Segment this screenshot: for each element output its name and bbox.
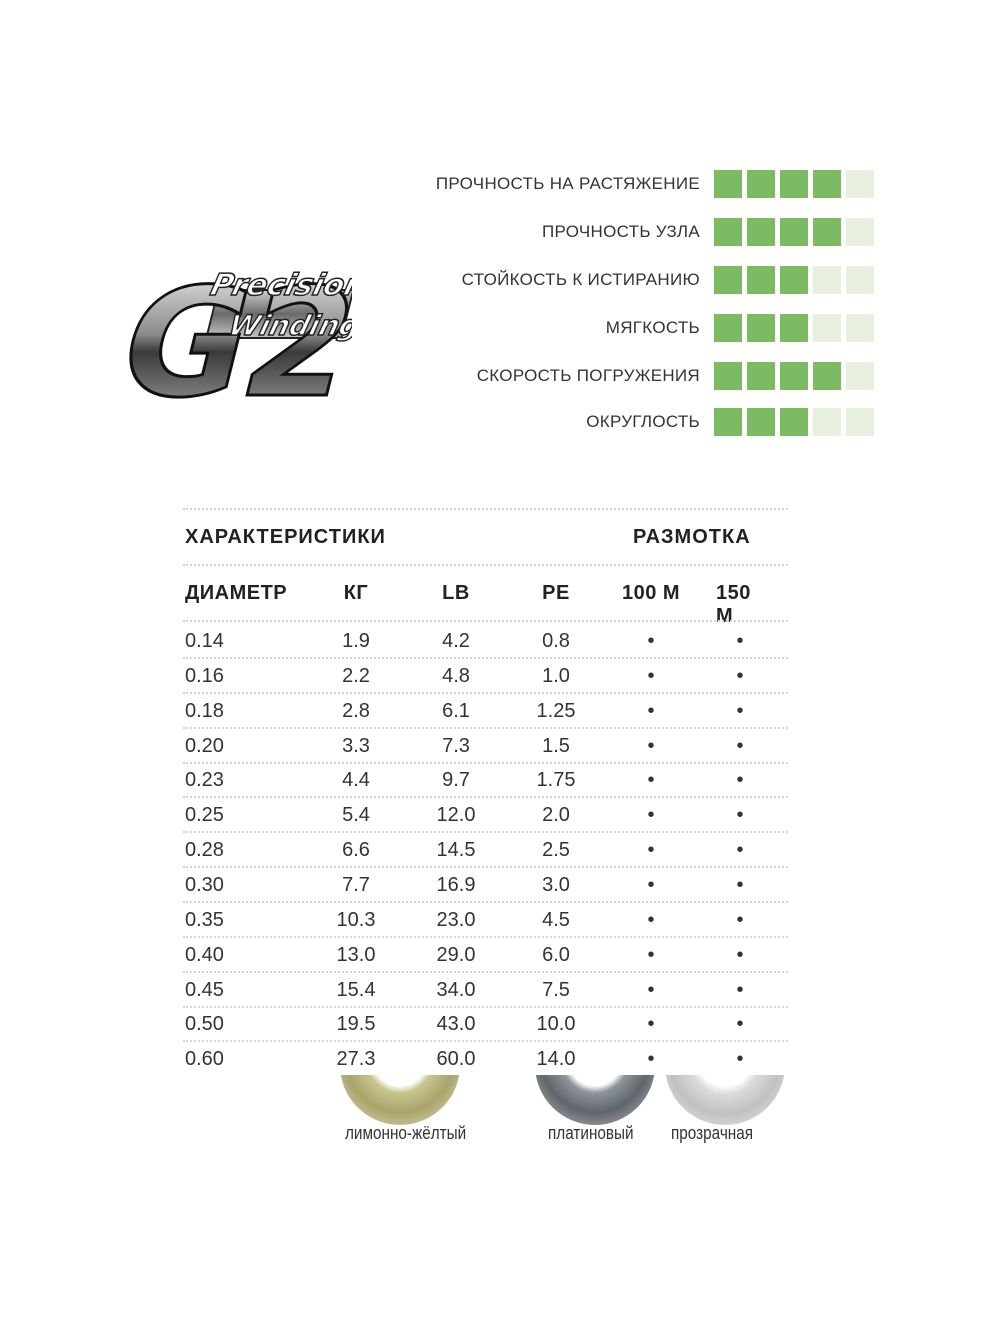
cell-lb: 9.7 [442, 769, 470, 791]
cell-m100: • [647, 665, 655, 687]
divider [183, 508, 788, 510]
cell-m150: • [736, 944, 744, 966]
cell-m100: • [647, 1013, 655, 1035]
cell-diameter: 0.60 [185, 1048, 224, 1070]
cell-m150: • [736, 630, 744, 652]
cell-m100: • [647, 979, 655, 1001]
cell-lb: 60.0 [436, 1048, 476, 1070]
col-header-100m: 100 M [621, 582, 681, 604]
divider [183, 564, 788, 566]
table-title-specs: ХАРАКТЕРИСТИКИ [185, 526, 386, 548]
rating-square-filled [780, 314, 808, 342]
divider [183, 657, 788, 659]
rating-label: ОКРУГЛОСТЬ [586, 412, 700, 431]
cell-m100: • [647, 804, 655, 826]
cell-kg: 13.0 [336, 944, 376, 966]
divider [183, 1006, 788, 1008]
cell-diameter: 0.14 [185, 630, 224, 652]
divider [183, 866, 788, 868]
logo-line2: Winding [225, 309, 352, 342]
cell-pe: 6.0 [542, 944, 570, 966]
cell-diameter: 0.28 [185, 839, 224, 861]
col-header-diameter: ДИАМЕТР [185, 582, 288, 604]
cell-m100: • [647, 769, 655, 791]
cell-m100: • [647, 909, 655, 931]
rating-label: ПРОЧНОСТЬ НА РАСТЯЖЕНИЕ [435, 174, 700, 193]
cell-kg: 4.4 [342, 769, 370, 791]
swatch-lemon [335, 1075, 465, 1125]
rating-square-filled [813, 362, 841, 390]
rating-label: СКОРОСТЬ ПОГРУЖЕНИЯ [476, 366, 700, 385]
swatch-label-lemon: лимонно-жёлтый [345, 1123, 467, 1143]
cell-lb: 29.0 [436, 944, 476, 966]
rating-row [300, 312, 890, 344]
col-header-150m: 150 M [716, 582, 751, 627]
swatch-clear [660, 1075, 790, 1125]
rating-row [300, 216, 890, 248]
cell-kg: 3.3 [342, 735, 370, 757]
cell-m150: • [736, 1013, 744, 1035]
rating-square-filled [813, 170, 841, 198]
cell-pe: 10.0 [536, 1013, 576, 1035]
cell-diameter: 0.35 [185, 909, 224, 931]
cell-diameter: 0.16 [185, 665, 224, 687]
cell-pe: 4.5 [542, 909, 570, 931]
rating-square-filled [747, 314, 775, 342]
cell-lb: 43.0 [436, 1013, 476, 1035]
swatch-platinum [530, 1075, 660, 1125]
cell-m150: • [736, 700, 744, 722]
rating-square-filled [714, 314, 742, 342]
cell-kg: 7.7 [342, 874, 370, 896]
cell-lb: 16.9 [436, 874, 476, 896]
rating-row [300, 264, 890, 296]
cell-lb: 4.8 [442, 665, 470, 687]
cell-diameter: 0.30 [185, 874, 224, 896]
cell-m150: • [736, 839, 744, 861]
cell-diameter: 0.20 [185, 735, 224, 757]
cell-pe: 0.8 [542, 630, 570, 652]
cell-diameter: 0.23 [185, 769, 224, 791]
cell-m150: • [736, 665, 744, 687]
rating-label: МЯГКОСТЬ [605, 318, 700, 337]
rating-square-filled [747, 218, 775, 246]
swatch-label-platinum: платиновый [548, 1123, 634, 1143]
swatch-label-clear: прозрачная [671, 1123, 754, 1143]
cell-diameter: 0.25 [185, 804, 224, 826]
cell-lb: 23.0 [436, 909, 476, 931]
cell-lb: 7.3 [442, 735, 470, 757]
cell-m100: • [647, 839, 655, 861]
rating-row [300, 360, 890, 392]
cell-kg: 27.3 [336, 1048, 376, 1070]
divider [183, 1040, 788, 1042]
cell-m150: • [736, 909, 744, 931]
cell-diameter: 0.40 [185, 944, 224, 966]
cell-kg: 2.2 [342, 665, 370, 687]
rating-square-filled [714, 218, 742, 246]
rating-square-filled [813, 218, 841, 246]
cell-pe: 7.5 [542, 979, 570, 1001]
cell-pe: 14.0 [536, 1048, 576, 1070]
cell-diameter: 0.45 [185, 979, 224, 1001]
divider [183, 727, 788, 729]
rating-square-filled [780, 170, 808, 198]
rating-label: СТОЙКОСТЬ К ИСТИРАНИЮ [461, 270, 700, 289]
cell-m100: • [647, 944, 655, 966]
swatch-platinum-disc [535, 1075, 655, 1125]
divider [183, 936, 788, 938]
cell-pe: 2.0 [542, 804, 570, 826]
cell-kg: 6.6 [342, 839, 370, 861]
cell-pe: 1.5 [542, 735, 570, 757]
logo-mark: G2 [112, 256, 352, 405]
cell-m150: • [736, 804, 744, 826]
rating-square-empty [846, 314, 874, 342]
divider [183, 692, 788, 694]
col-header-kg: КГ [343, 582, 369, 604]
cell-m150: • [736, 874, 744, 896]
rating-label: ПРОЧНОСТЬ УЗЛА [541, 222, 700, 241]
rating-square-empty [846, 408, 874, 436]
cell-lb: 4.2 [442, 630, 470, 652]
rating-square-filled [714, 266, 742, 294]
rating-square-empty [846, 218, 874, 246]
divider [183, 831, 788, 833]
cell-m100: • [647, 735, 655, 757]
divider [183, 901, 788, 903]
cell-pe: 2.5 [542, 839, 570, 861]
rating-square-empty [813, 314, 841, 342]
rating-square-empty [846, 170, 874, 198]
rating-square-empty [813, 408, 841, 436]
color-swatches [330, 1075, 800, 1155]
cell-pe: 1.0 [542, 665, 570, 687]
divider [183, 762, 788, 764]
rating-square-empty [846, 266, 874, 294]
cell-m150: • [736, 735, 744, 757]
rating-square-filled [780, 218, 808, 246]
cell-m150: • [736, 1048, 744, 1070]
rating-square-filled [747, 408, 775, 436]
cell-kg: 10.3 [336, 909, 376, 931]
rating-square-filled [780, 408, 808, 436]
cell-m100: • [647, 630, 655, 652]
cell-lb: 14.5 [436, 839, 476, 861]
col-header-pe: PE [542, 582, 570, 604]
cell-lb: 34.0 [436, 979, 476, 1001]
rating-square-filled [714, 170, 742, 198]
cell-kg: 1.9 [342, 630, 370, 652]
swatch-lemon-disc [340, 1075, 460, 1125]
rating-square-filled [780, 266, 808, 294]
rating-square-filled [747, 170, 775, 198]
cell-kg: 15.4 [336, 979, 376, 1001]
table-title-spool: РАЗМОТКА [633, 526, 751, 548]
divider [183, 796, 788, 798]
rating-square-filled [714, 362, 742, 390]
rating-square-filled [747, 266, 775, 294]
rating-square-empty [846, 362, 874, 390]
divider [183, 620, 788, 622]
cell-lb: 12.0 [436, 804, 476, 826]
cell-diameter: 0.18 [185, 700, 224, 722]
rating-square-empty [813, 266, 841, 294]
logo-line1: Precision [207, 268, 352, 303]
col-header-lb: LB [442, 582, 470, 604]
cell-pe: 1.75 [536, 769, 576, 791]
rating-row [300, 406, 890, 438]
cell-m150: • [736, 769, 744, 791]
cell-m100: • [647, 700, 655, 722]
cell-m100: • [647, 1048, 655, 1070]
rating-square-filled [780, 362, 808, 390]
cell-diameter: 0.50 [185, 1013, 224, 1035]
rating-square-filled [714, 408, 742, 436]
cell-pe: 1.25 [536, 700, 576, 722]
cell-m150: • [736, 979, 744, 1001]
rating-square-filled [747, 362, 775, 390]
divider [183, 971, 788, 973]
rating-row [300, 168, 890, 200]
swatch-clear-disc [665, 1075, 785, 1125]
cell-lb: 6.1 [442, 700, 470, 722]
cell-kg: 5.4 [342, 804, 370, 826]
cell-kg: 19.5 [336, 1013, 376, 1035]
cell-kg: 2.8 [342, 700, 370, 722]
cell-pe: 3.0 [542, 874, 570, 896]
cell-m100: • [647, 874, 655, 896]
